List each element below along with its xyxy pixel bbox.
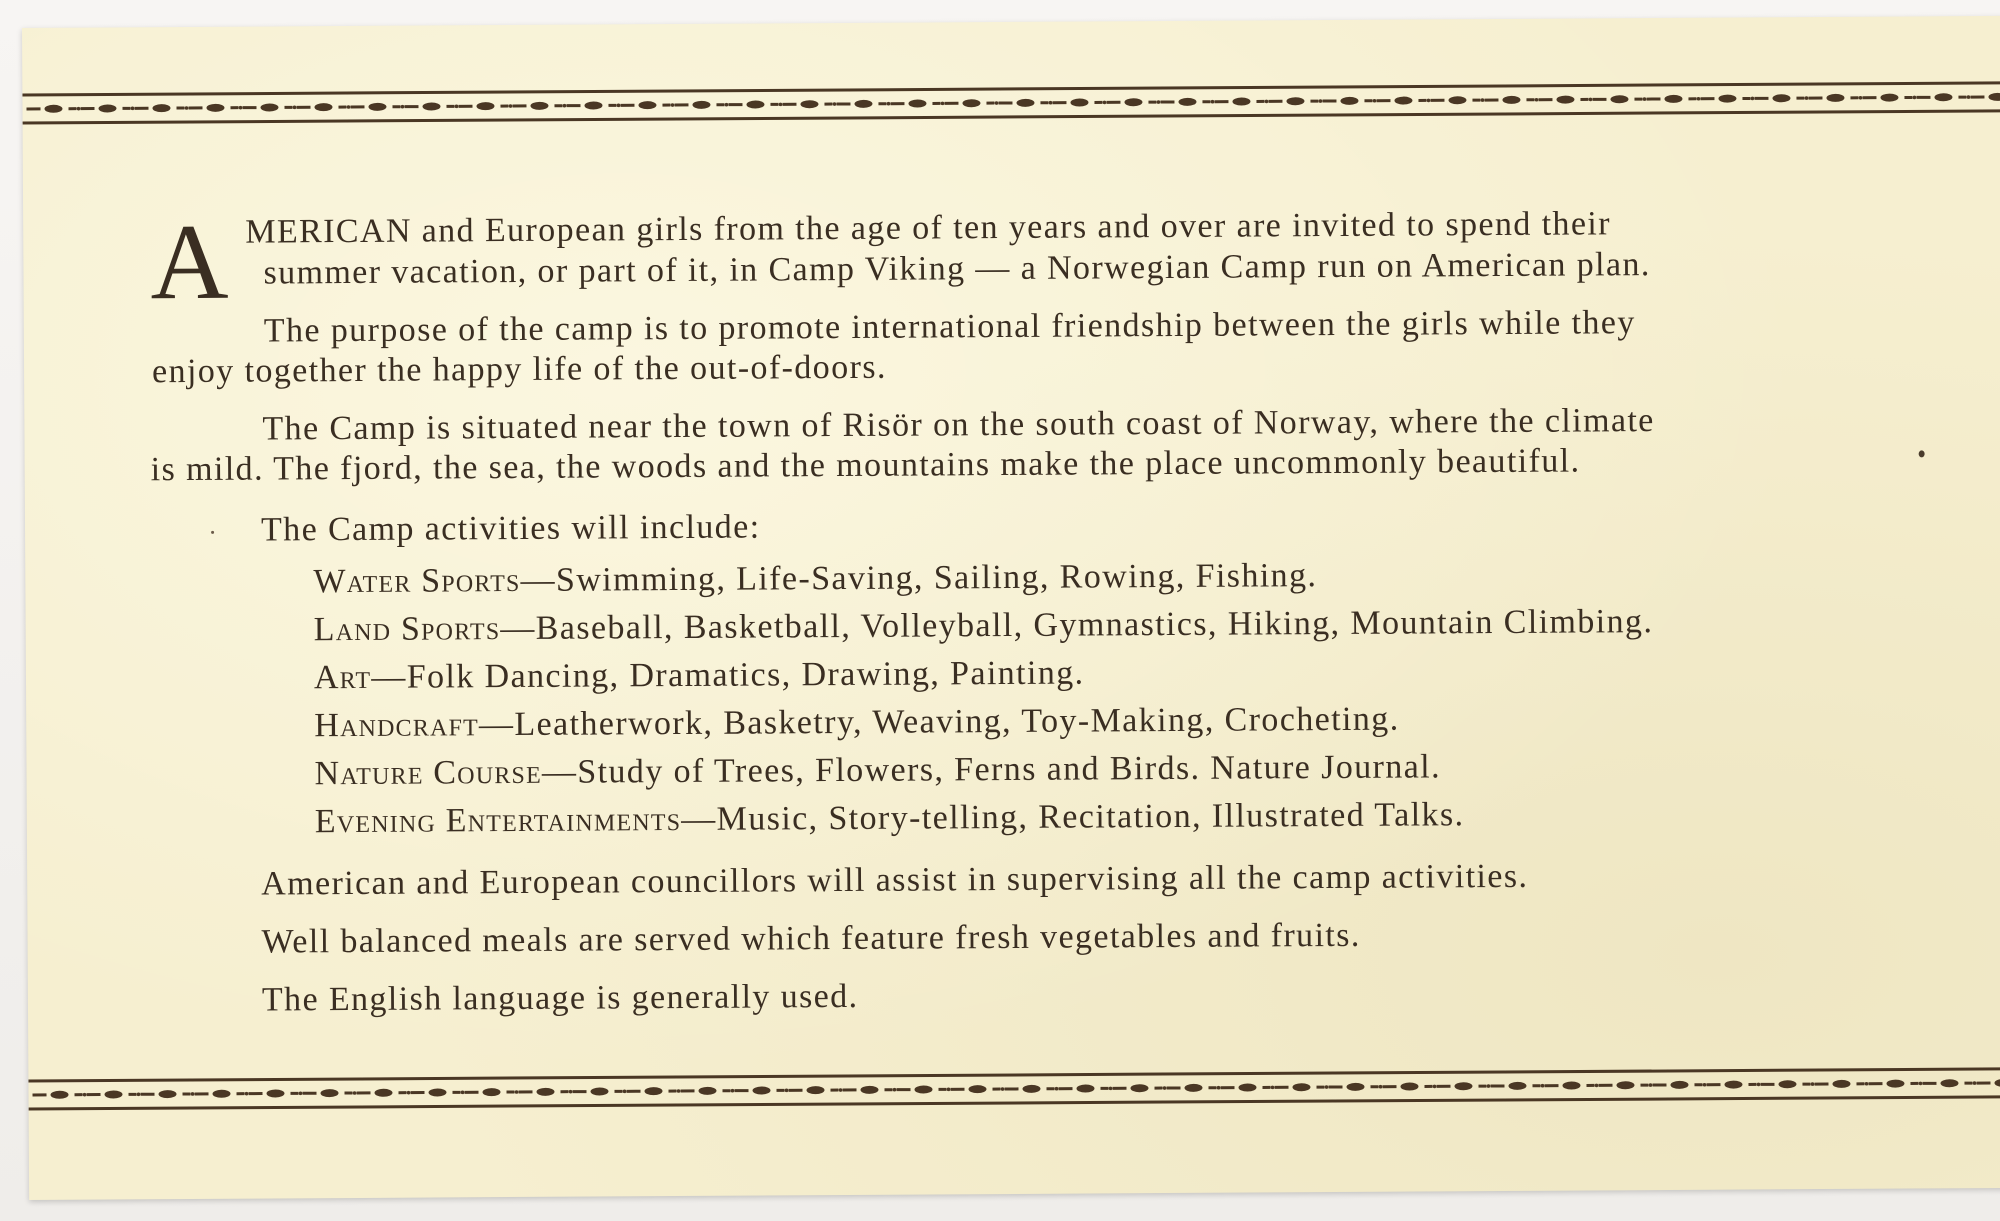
intro-line-1: MERICAN and European girls from the age of ten years and over are invited to spend their [245, 205, 1612, 251]
activity-details: —Leatherwork, Basketry, Weaving, Toy-Making, Crocheting. [478, 700, 1400, 744]
activity-details: —Swimming, Life-Saving, Sailing, Rowing, Fishing. [520, 557, 1318, 599]
activity-item [314, 700, 1400, 747]
activities-intro: The Camp activities will include: [260, 508, 761, 549]
activity-details: —Study of Trees, Flowers, Ferns and Birds. Nature Journal. [541, 748, 1442, 791]
camp-viking-card [22, 16, 2000, 1200]
bottom-ornamental-border [28, 1066, 2000, 1112]
intro-line-2: summer vacation, or part of it, in Camp Viking — a Norwegian Camp run on American plan. [263, 246, 1651, 292]
location-line-2: is mild. The fjord, the sea, the woods and the mountains make the place uncommonly beautiful. [150, 442, 1581, 489]
activity-category: Nature Course [314, 753, 543, 793]
activity-details: —Baseball, Basketball, Volleyball, Gymnastics, Hiking, Mountain Climbing. [500, 603, 1654, 648]
activity-category: Evening Entertainments [314, 800, 682, 841]
closing-line-meals: Well balanced meals are served which feature fresh vegetables and fruits. [261, 916, 1361, 961]
activity-category: Land Sports [313, 610, 501, 649]
activity-category: Water Sports [313, 561, 521, 601]
activity-item [314, 654, 1085, 699]
top-border-svg [22, 80, 2000, 126]
activity-item [315, 795, 1465, 842]
closing-line-councillors: American and European councillors will assist in supervising all the camp activities. [261, 857, 1529, 903]
closing-line-language: The English language is generally used. [261, 977, 859, 1019]
purpose-line-1: The purpose of the camp is to promote international friendship between the girls while they [263, 304, 1636, 350]
location-line-1: The Camp is situated near the town of Risör on the south coast of Norway, where the climate [262, 402, 1655, 448]
stray-ink-dot [1919, 450, 1925, 457]
activity-item [314, 747, 1441, 794]
top-ornamental-border [22, 80, 2000, 126]
stray-ink-speck [211, 531, 214, 534]
activity-details: —Folk Dancing, Dramatics, Drawing, Painting. [371, 654, 1085, 696]
bottom-border-svg [28, 1066, 2000, 1112]
activity-item [313, 556, 1317, 602]
activity-category: Art [313, 658, 372, 697]
activity-details: —Music, Story-telling, Recitation, Illustrated Talks. [681, 796, 1465, 838]
purpose-line-2: enjoy together the happy life of the out-of-doors. [151, 348, 887, 391]
activity-category: Handcraft [314, 706, 480, 745]
activity-item [314, 602, 1654, 650]
drop-cap-letter: A [150, 202, 229, 323]
